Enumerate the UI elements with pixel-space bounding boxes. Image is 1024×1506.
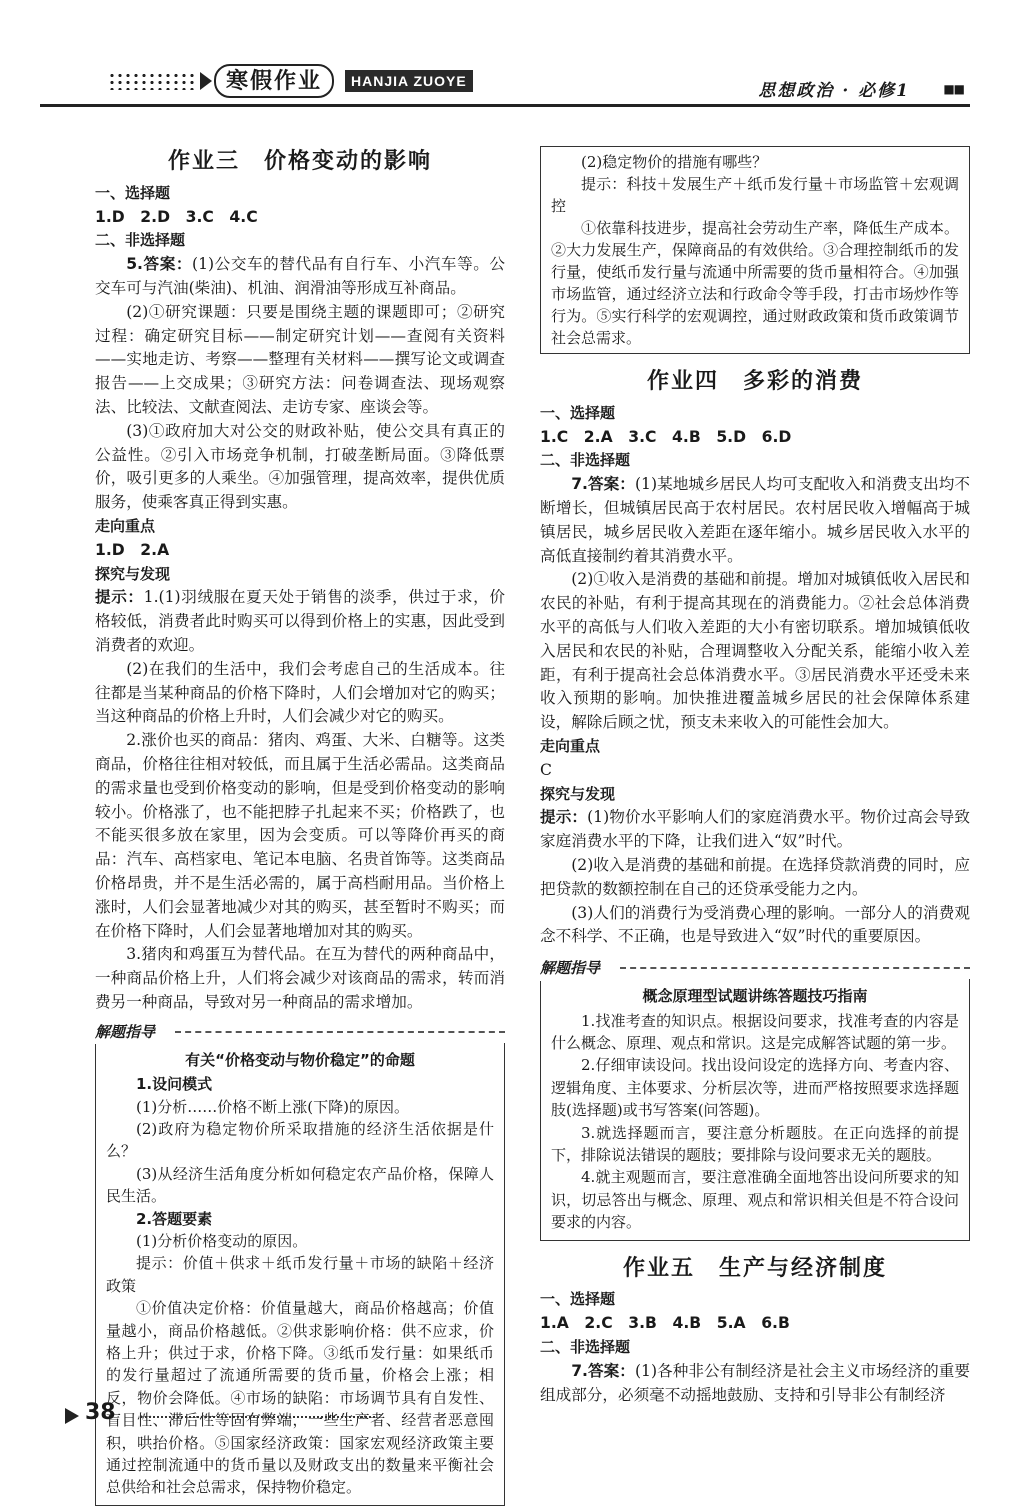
- choice-answers: 1.A 2.C 3.B 4.B 5.A 6.B: [540, 1314, 790, 1333]
- answer-label: 7.答案：: [571, 1361, 635, 1380]
- explore-tip-1: 提示：1.(1)羽绒服在夏天处于销售的淡季，供过于求，价格较低，消费者此时购买可以得到价格上的实惠，因此受到消费者的欢迎。: [95, 588, 505, 654]
- tip-label: 提示：: [95, 588, 144, 607]
- tip-box-label: 解题指导: [540, 957, 604, 981]
- tip-label: 提示：: [540, 808, 588, 827]
- explore-tip-2: (2)收入是消费的基础和前提。在选择贷款消费的同时，应把贷款的数额控制在自己的还贷承受能力之内。: [540, 855, 970, 898]
- dashed-divider: [620, 967, 970, 969]
- tip-paragraph: 3.就选择题而言，要注意分析题肢。在正向选择的前提下，排除说法错误的题肢；要排除与设问要求无关的题肢。: [551, 1123, 959, 1164]
- right-column: [540, 146, 970, 1407]
- focus-heading: 走向重点: [540, 736, 601, 755]
- explore-tip-1: 提示：(1)物价水平影响人们的家庭消费水平。物价过高会导致家庭消费水平的下降，让我们进入“奴”时代。: [540, 808, 970, 851]
- section-nonchoice: 二、非选择题: [540, 451, 631, 470]
- dotted-rule: [140, 1416, 375, 1418]
- tip-line: (3)从经济生活角度分析如何稳定农产品价格，保障人民生活。: [106, 1164, 494, 1206]
- tip-line: (2)政府为稳定物价所采取措施的经济生活依据是什么？: [106, 1119, 494, 1161]
- page-number: 38: [85, 1400, 116, 1425]
- section-choice: 一、选择题: [540, 403, 616, 422]
- assignment-5-title: 作业五 生产与经济制度: [622, 1255, 887, 1281]
- explore-tip-1b: (2)在我们的生活中，我们会考虑自己的生活成本。往往都是当某种商品的价格下降时，人们会增加对它的购买；当这种商品的价格上升时，人们会减少对它的购买。: [95, 659, 505, 726]
- assignment-3-title: 作业三 价格变动的影响: [167, 149, 432, 174]
- tip-box-label: 解题指导: [95, 1021, 159, 1045]
- square-markers-icon: ■■: [943, 82, 964, 96]
- tip-box-content: [95, 1043, 505, 1506]
- assignment-4-title: 作业四 多彩的消费: [646, 369, 863, 394]
- explore-tip-3: (3)人们的消费行为受消费心理的影响。一部分人的消费观念不科学、不正确，也是导致进入“奴”时代的重要原因。: [540, 903, 970, 946]
- explore-heading: 探究与发现: [540, 784, 616, 803]
- explore-tip-3: 3.猪肉和鸡蛋互为替代品。在互为替代的两种商品中，一种商品价格上升，人们将会减少对该商品的需求，转而消费另一种商品，导致对另一种商品的需求增加。: [95, 945, 505, 1011]
- answer-label: 7.答案：: [571, 475, 635, 494]
- focus-heading: 走向重点: [95, 516, 156, 535]
- tip-box-left: [95, 1021, 505, 1506]
- series-title: 寒假作业: [214, 64, 334, 98]
- tip-box-title: 有关“价格变动与物价稳定”的命题: [185, 1050, 415, 1069]
- tip-paragraph: 2.仔细审读设问。找出设问设定的选择方向、考查内容、逻辑角度、主体要求、分析层次等，进而严格按照要求选择题肢(选择题)或书写答案(问答题)。: [551, 1056, 959, 1120]
- subject-label: 思想政治 · 必修1: [758, 81, 910, 101]
- section-choice: 一、选择题: [95, 183, 171, 202]
- section-nonchoice: 二、非选择题: [95, 231, 186, 250]
- dot-pattern-decoration: [108, 72, 198, 90]
- page-header: [40, 58, 970, 107]
- box-body: ①依靠科技进步，提高社会劳动生产率，降低生产成本。②大力发展生产，保障商品的有效供给。③合理控制纸币的发行量，使纸币发行量与流通中所需要的货币量相符合。④加强市场监管，通过经济立法和行政命令等手段，打击市场炒作等行为。⑤实行科学的宏观调控，通过财政政策和货币政策调节社会总需求。: [551, 219, 959, 347]
- left-column: [95, 150, 505, 1506]
- q5-part1: 5.答案：(1)公交车的替代品有自行车、小汽车等。公交车可与汽油(柴油)、机油、润滑油等形成互补商品。: [95, 255, 505, 297]
- dashed-divider: [175, 1031, 505, 1033]
- tip-paragraph: 4.就主观题而言，要注意准确全面地答出设问所要求的知识，切忌答出与概念、原理、观点和常识相关但是不符合设问要求的内容。: [551, 1168, 959, 1232]
- stabilize-prices-box: [540, 146, 970, 354]
- tip-box-content: [540, 979, 970, 1240]
- q5-part2: (2)①研究课题：只要是围绕主题的课题即可；②研究过程：确定研究目标——制定研究计划——查阅有关资料——实地走访、考察——整理有关材料——撰写论文或调查报告——上交成果；③研究方法：问卷调查法、现场观察法、比较法、文献查阅法、走访专家、座谈会等。: [95, 302, 505, 416]
- tip-paragraph: 1.找准考查的知识点。根据设问要求，找准考查的内容是什么概念、原理、观点和常识。这是完成解答试题的第一步。: [551, 1011, 959, 1052]
- tip-line: 提示：价值＋供求＋纸币发行量＋市场的缺陷＋经济政策: [106, 1254, 494, 1295]
- series-english: HANJIA ZUOYE: [345, 70, 473, 92]
- explore-heading: 探究与发现: [95, 564, 171, 583]
- q5-part3: (3)①政府加大对公交的财政补贴，使公交具有真正的公益性。②引入市场竞争机制，打破垄断局面。③降低票价，吸引更多的人乘坐。④加强管理，提高效率，提供优质服务，使乘客真正得到实惠。: [95, 421, 505, 512]
- q7-part2: (2)①收入是消费的基础和前提。增加对城镇低收入居民和农民的补贴，有利于提高其现在的消费能力。②社会总体消费水平的高低与人们收入差距的大小有密切联系。增加城镇低收入居民和农民的补贴，合理调整收入分配关系，能缩小收入差距，有利于提高社会总体消费水平。③居民消费水平还受未来收入预期的影响。加快推进覆盖城乡居民的社会保障体系建设，解除后顾之忧，预支未来收入的可能性会加大。: [540, 570, 970, 732]
- focus-answers: 1.D 2.A: [95, 540, 170, 559]
- tip-line: ①价值决定价格：价值量越大，商品价格越高；价值量越小，商品价格越低。②供求影响价格：供不应求，价格上升；供过于求，价格下降。③纸币发行量：如果纸币的发行量超过了流通所需要的货币量，价格会上涨；相反，物价会降低。④市场的缺陷：市场调节具有自发性、盲目性、滞后性等固有弊端，一些生产者、经营者恶意囤积，哄抬价格。⑤国家经济政策：国家宏观经济政策主要通过控制流通中的货币量以及财政支出的数量来平衡社会总供给和社会总需求，保持物价稳定。: [106, 1299, 494, 1497]
- choice-answers: 1.C 2.A 3.C 4.B 5.D 6.D: [540, 427, 792, 446]
- tip-h1: 1.设问模式: [136, 1075, 213, 1094]
- q7-part1: 7.答案：(1)某地城乡居民人均可支配收入和消费支出均不断增长，但城镇居民高于农村居民。农村居民收入增幅高于城镇居民，城乡居民收入差距在逐年缩小。城乡居民收入水平的高低直接制约着其消费水平。: [540, 475, 971, 565]
- tip-box-right: [540, 957, 970, 1240]
- tip-bar: [95, 1021, 505, 1043]
- focus-answer: C: [540, 760, 552, 779]
- section-nonchoice: 二、非选择题: [540, 1337, 631, 1356]
- box-question: (2)稳定物价的措施有哪些？: [581, 153, 768, 171]
- explore-tip-2: 2.涨价也买的商品：猪肉、鸡蛋、大米、白糖等。这类商品，价格往往相对较低，而且属于生活必需品。这类商品的需求量也受到价格变动的影响，但是受到价格变动的影响较小。价格涨了，也不能把脖子扎起来不买；价格跌了，也不能买很多放在家里，因为会变质。可以等降价再买的商品：汽车、高档家电、笔记本电脑、名贵首饰等。这类商品价格昂贵，并不是生活必需的，属于高档耐用品。当价格上涨时，人们会显著地减少对其的购买，甚至暂时不购买；而在价格下降时，人们会显著地增加对其的购买。: [95, 731, 505, 940]
- tip-bar: [540, 957, 970, 979]
- tip-line: (1)分析价格变动的原因。: [136, 1231, 308, 1250]
- answer-label: 5.答案：: [126, 255, 193, 274]
- choice-answers: 1.D 2.D 3.C 4.C: [95, 207, 258, 226]
- tip-line: (1)分析……价格不断上涨(下降)的原因。: [136, 1097, 409, 1116]
- section-choice: 一、选择题: [540, 1290, 616, 1309]
- box-tip: 提示：科技＋发展生产＋纸币发行量＋市场监管＋宏观调控: [551, 175, 959, 215]
- q7b-part1: 7.答案：(1)各种非公有制经济是社会主义市场经济的重要组成部分，必须毫不动摇地鼓励、支持和引导非公有制经济: [540, 1361, 971, 1404]
- arrow-icon: [200, 72, 212, 90]
- tip-h2: 2.答题要素: [136, 1209, 213, 1228]
- page-arrow-icon: [65, 1408, 79, 1424]
- tip-box-title: 概念原理型试题讲练答题技巧指南: [642, 987, 868, 1006]
